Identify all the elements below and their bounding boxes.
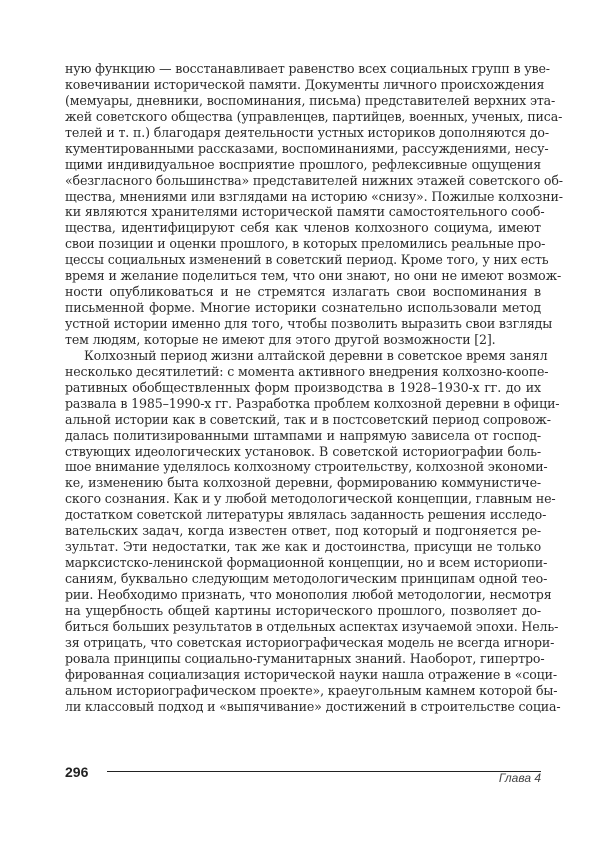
text-line: кументированными рассказами, воспоминаниями, рассуждениями, несу- [65,140,549,156]
text-line: свои позиции и оценки прошлого, в которых преломились реальные про- [65,236,546,252]
text-line: биться больших результатов в отдельных аспектах изучаемой эпохи. Нель- [65,618,559,634]
text-line: тем людям, которые не имеют для этого другой возможности [2]. [65,331,496,347]
text-line: время и желание поделиться тем, что они знают, но они не имеют возмож- [65,268,562,284]
body-text [65,61,563,714]
page-footer [65,764,541,784]
text-line: саниям, буквально следующим методологическим принципам одной тео- [65,571,548,586]
text-line: щими индивидуальное восприятие прошлого, рефлексивные ощущения [65,156,541,172]
text-line: альной истории как в советский, так и в постсоветский период сопровож- [65,411,551,427]
text-line: жей советского общества (управленцев, партийцев, военных, ученых, писа- [65,108,563,124]
text-line: (мемуары, дневники, воспоминания, письма) представителей верхних эта- [65,92,556,108]
text-line: щества, мнениями или взглядами на историю «снизу». Пожилые колхозни- [65,188,563,204]
text-line: рии. Необходимо признать, что монополия любой методологии, несмотря [65,586,552,602]
text-line: телей и т. п.) благодаря деятельности устных историков дополняются до- [65,124,549,140]
text-line: ке, изменению быта колхозной деревни, формированию коммунистиче- [65,475,541,491]
text-line: марксистско-ленинской формационной концепции, но и всем историопи- [65,555,548,571]
text-line: достатком советской литературы являлась заданность решения исследо- [65,507,547,523]
text-line: несколько десятилетий: с момента активного внедрения колхозно-коопе- [65,363,549,379]
text-line: далась политизированными штампами и напрямую зависела от господ- [65,427,541,443]
text-line: ского сознания. Как и у любой методологической концепции, главным не- [65,491,556,507]
text-line: ли классовый подход и «выпячивание» достижений в строительстве социа- [65,698,561,714]
text-line: на ущербность общей картины исторического прошлого, позволяет до- [65,602,541,618]
text-line: ствующих идеологических установок. В советской историографии боль- [65,443,541,459]
paragraph-start-line: Колхозный период жизни алтайской деревни в советское время занял [84,347,548,363]
text-line: ковечивании исторической памяти. Документы личного происхождения [65,76,545,92]
text-line: зультат. Эти недостатки, так же как и достоинства, присущи не только [65,539,541,555]
text-line: фированная социализация исторической науки нашла отражение в «соци- [65,666,557,682]
text-line: ративных обобществленных форм производства в 1928–1930-х гг. до их [65,379,541,395]
text-line: «безгласного большинства» представителей нижних этажей советского об- [65,172,563,188]
text-line: шое внимание уделялось колхозному строительству, колхозной экономи- [65,459,548,475]
text-line: письменной форме. Многие историки сознательно использовали метод [65,300,541,316]
page-number: 296 [65,764,89,780]
text-line: щества, идентифицируют себя как членов колхозного социума, имеют [65,220,541,236]
text-line: развала в 1985–1990-х гг. Разработка проблем колхозной деревни в офици- [65,395,560,411]
text-line: ровала принципы социально-гуманитарных знаний. Наоборот, гипертро- [65,650,545,666]
text-line: вательских задач, когда известен ответ, под который и подгоняется ре- [65,523,541,539]
text-line: ную функцию — восстанавливает равенство всех социальных групп в уве- [65,61,550,76]
footer-rule [107,771,541,772]
text-line: ки являются хранителями исторической памяти самостоятельного сооб- [65,204,545,220]
text-line: ности опубликоваться и не стремятся излагать свои воспоминания в [65,284,541,300]
chapter-label: Глава 4 [498,771,541,785]
text-line: альном историографическом проекте», краеугольным камнем которой бы- [65,682,558,698]
text-line: цессы социальных изменений в советский период. Кроме того, у них есть [65,252,549,268]
text-line: зя отрицать, что советская историографическая модель не всегда игнори- [65,634,555,650]
text-line: устной истории именно для того, чтобы позволить выразить свои взгляды [65,316,553,331]
